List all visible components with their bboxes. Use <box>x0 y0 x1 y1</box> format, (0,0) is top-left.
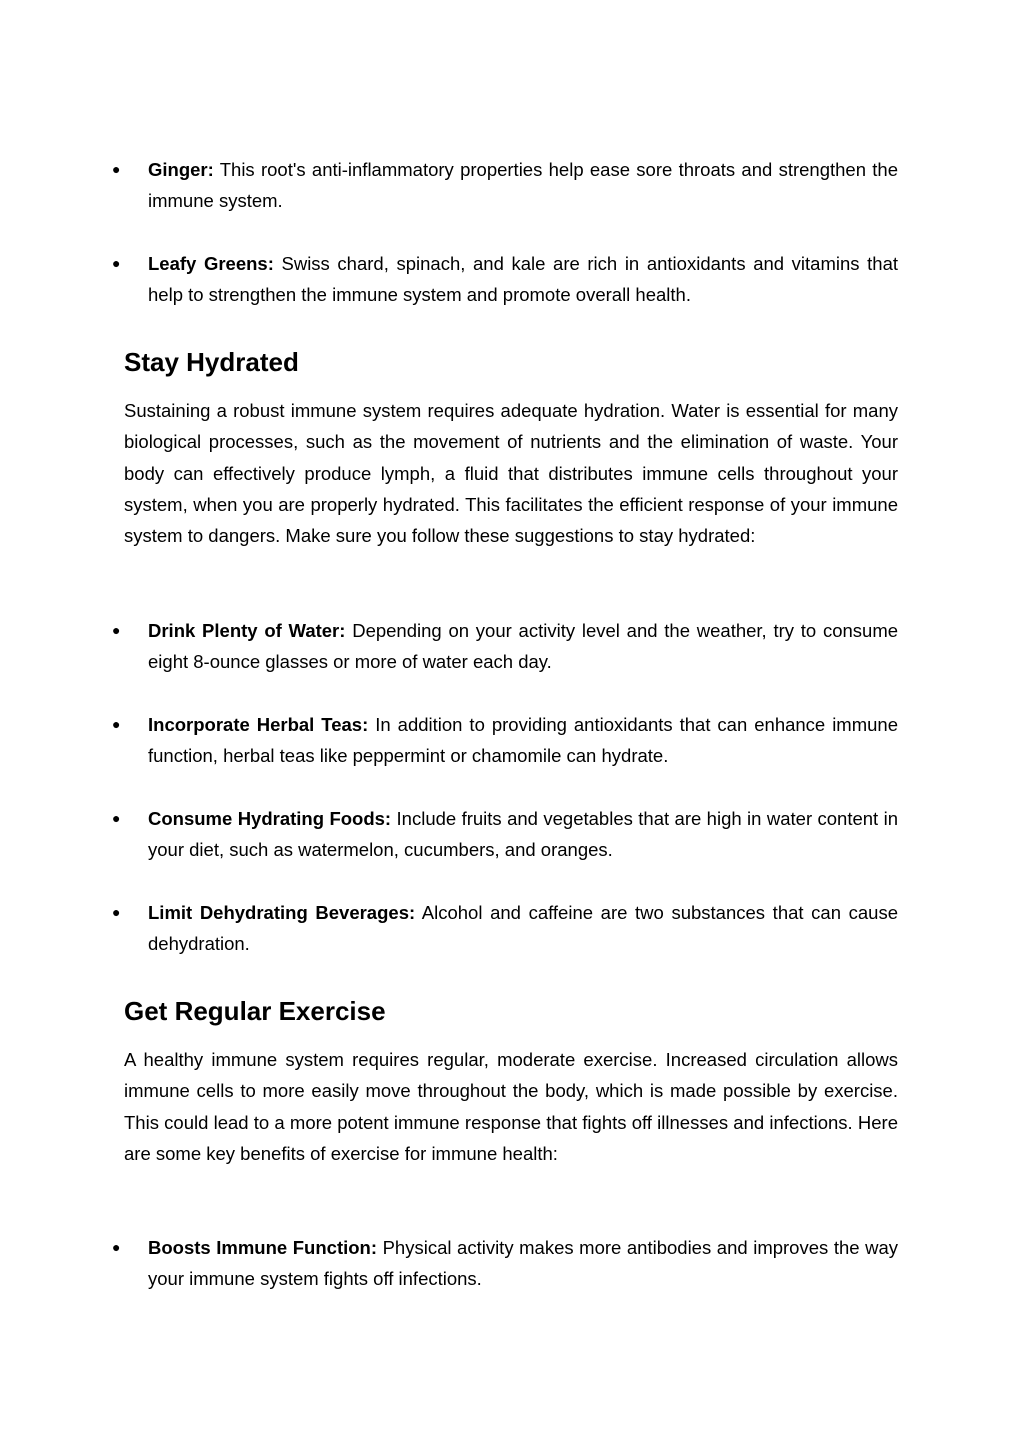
bullet-icon: ● <box>112 716 121 732</box>
list-item <box>112 1232 898 1295</box>
list-item-term: Drink Plenty of Water: <box>148 620 346 641</box>
list-item <box>112 248 898 311</box>
list-item-text <box>148 803 898 866</box>
list-item-body: Alcohol and caffeine are two substances that can cause dehydration. <box>148 902 898 955</box>
hydration-paragraph: Sustaining a robust immune system requires adequate hydration. Water is essential for many biological processes, such as the movement of nutrients and the elimination of waste. Your body can effectively produce lymph, a fluid that distributes immune cells throughout your system, when you are properly hydrated. This facilitates the efficient response of your immune system to dangers. Make sure you follow these suggestions to stay hydrated: <box>124 400 898 547</box>
list-item-text <box>148 1232 898 1295</box>
bullet-icon: ● <box>112 161 121 177</box>
list-item-body: Depending on your activity level and the weather, try to consume eight 8-ounce glasses or more of water each day. <box>148 620 899 673</box>
bullet-icon: ● <box>112 810 121 826</box>
list-item-text <box>148 615 898 678</box>
list-item-body: Include fruits and vegetables that are high in water content in your diet, such as watermelon, cucumbers, and oranges. <box>148 808 899 861</box>
bullet-icon: ● <box>112 904 121 920</box>
bullet-icon: ● <box>112 255 121 271</box>
list-item-body: This root's anti-inflammatory properties help ease sore throats and strengthen the immune system. <box>148 159 898 212</box>
list-item-body: Physical activity makes more antibodies and improves the way your immune system fights off infections. <box>148 1237 898 1290</box>
list-item-text <box>148 709 898 772</box>
list-item-term: Limit Dehydrating Beverages: <box>148 902 416 923</box>
bullet-icon: ● <box>112 1239 121 1255</box>
list-item-term: Boosts Immune Function: <box>148 1237 378 1258</box>
exercise-paragraph: A healthy immune system requires regular, moderate exercise. Increased circulation allows immune cells to more easily move throughout the body, which is made possible by exercise. This could lead to a more potent immune response that fights off illnesses and infections. Here are some key benefits of exercise for immune health: <box>124 1049 898 1164</box>
bullet-icon: ● <box>112 622 121 638</box>
list-item-term: Consume Hydrating Foods: <box>148 808 392 829</box>
list-item-term: Incorporate Herbal Teas: <box>148 714 369 735</box>
list-item-text <box>148 248 898 311</box>
list-item-text <box>148 897 898 960</box>
list-item-body: Swiss chard, spinach, and kale are rich in antioxidants and vitamins that help to strengthen the immune system and promote overall health. <box>148 253 899 306</box>
section-heading-hydration: Stay Hydrated <box>124 347 299 377</box>
list-item <box>112 897 898 960</box>
list-item <box>112 803 898 866</box>
section-heading-exercise: Get Regular Exercise <box>124 996 386 1026</box>
list-item <box>112 615 898 678</box>
list-item-text <box>148 154 898 217</box>
list-item-term: Leafy Greens: <box>148 253 274 274</box>
list-item <box>112 709 898 772</box>
list-item-term: Ginger: <box>148 159 214 180</box>
list-item <box>112 154 898 217</box>
list-item-body: In addition to providing antioxidants that can enhance immune function, herbal teas like peppermint or chamomile can hydrate. <box>148 714 898 767</box>
